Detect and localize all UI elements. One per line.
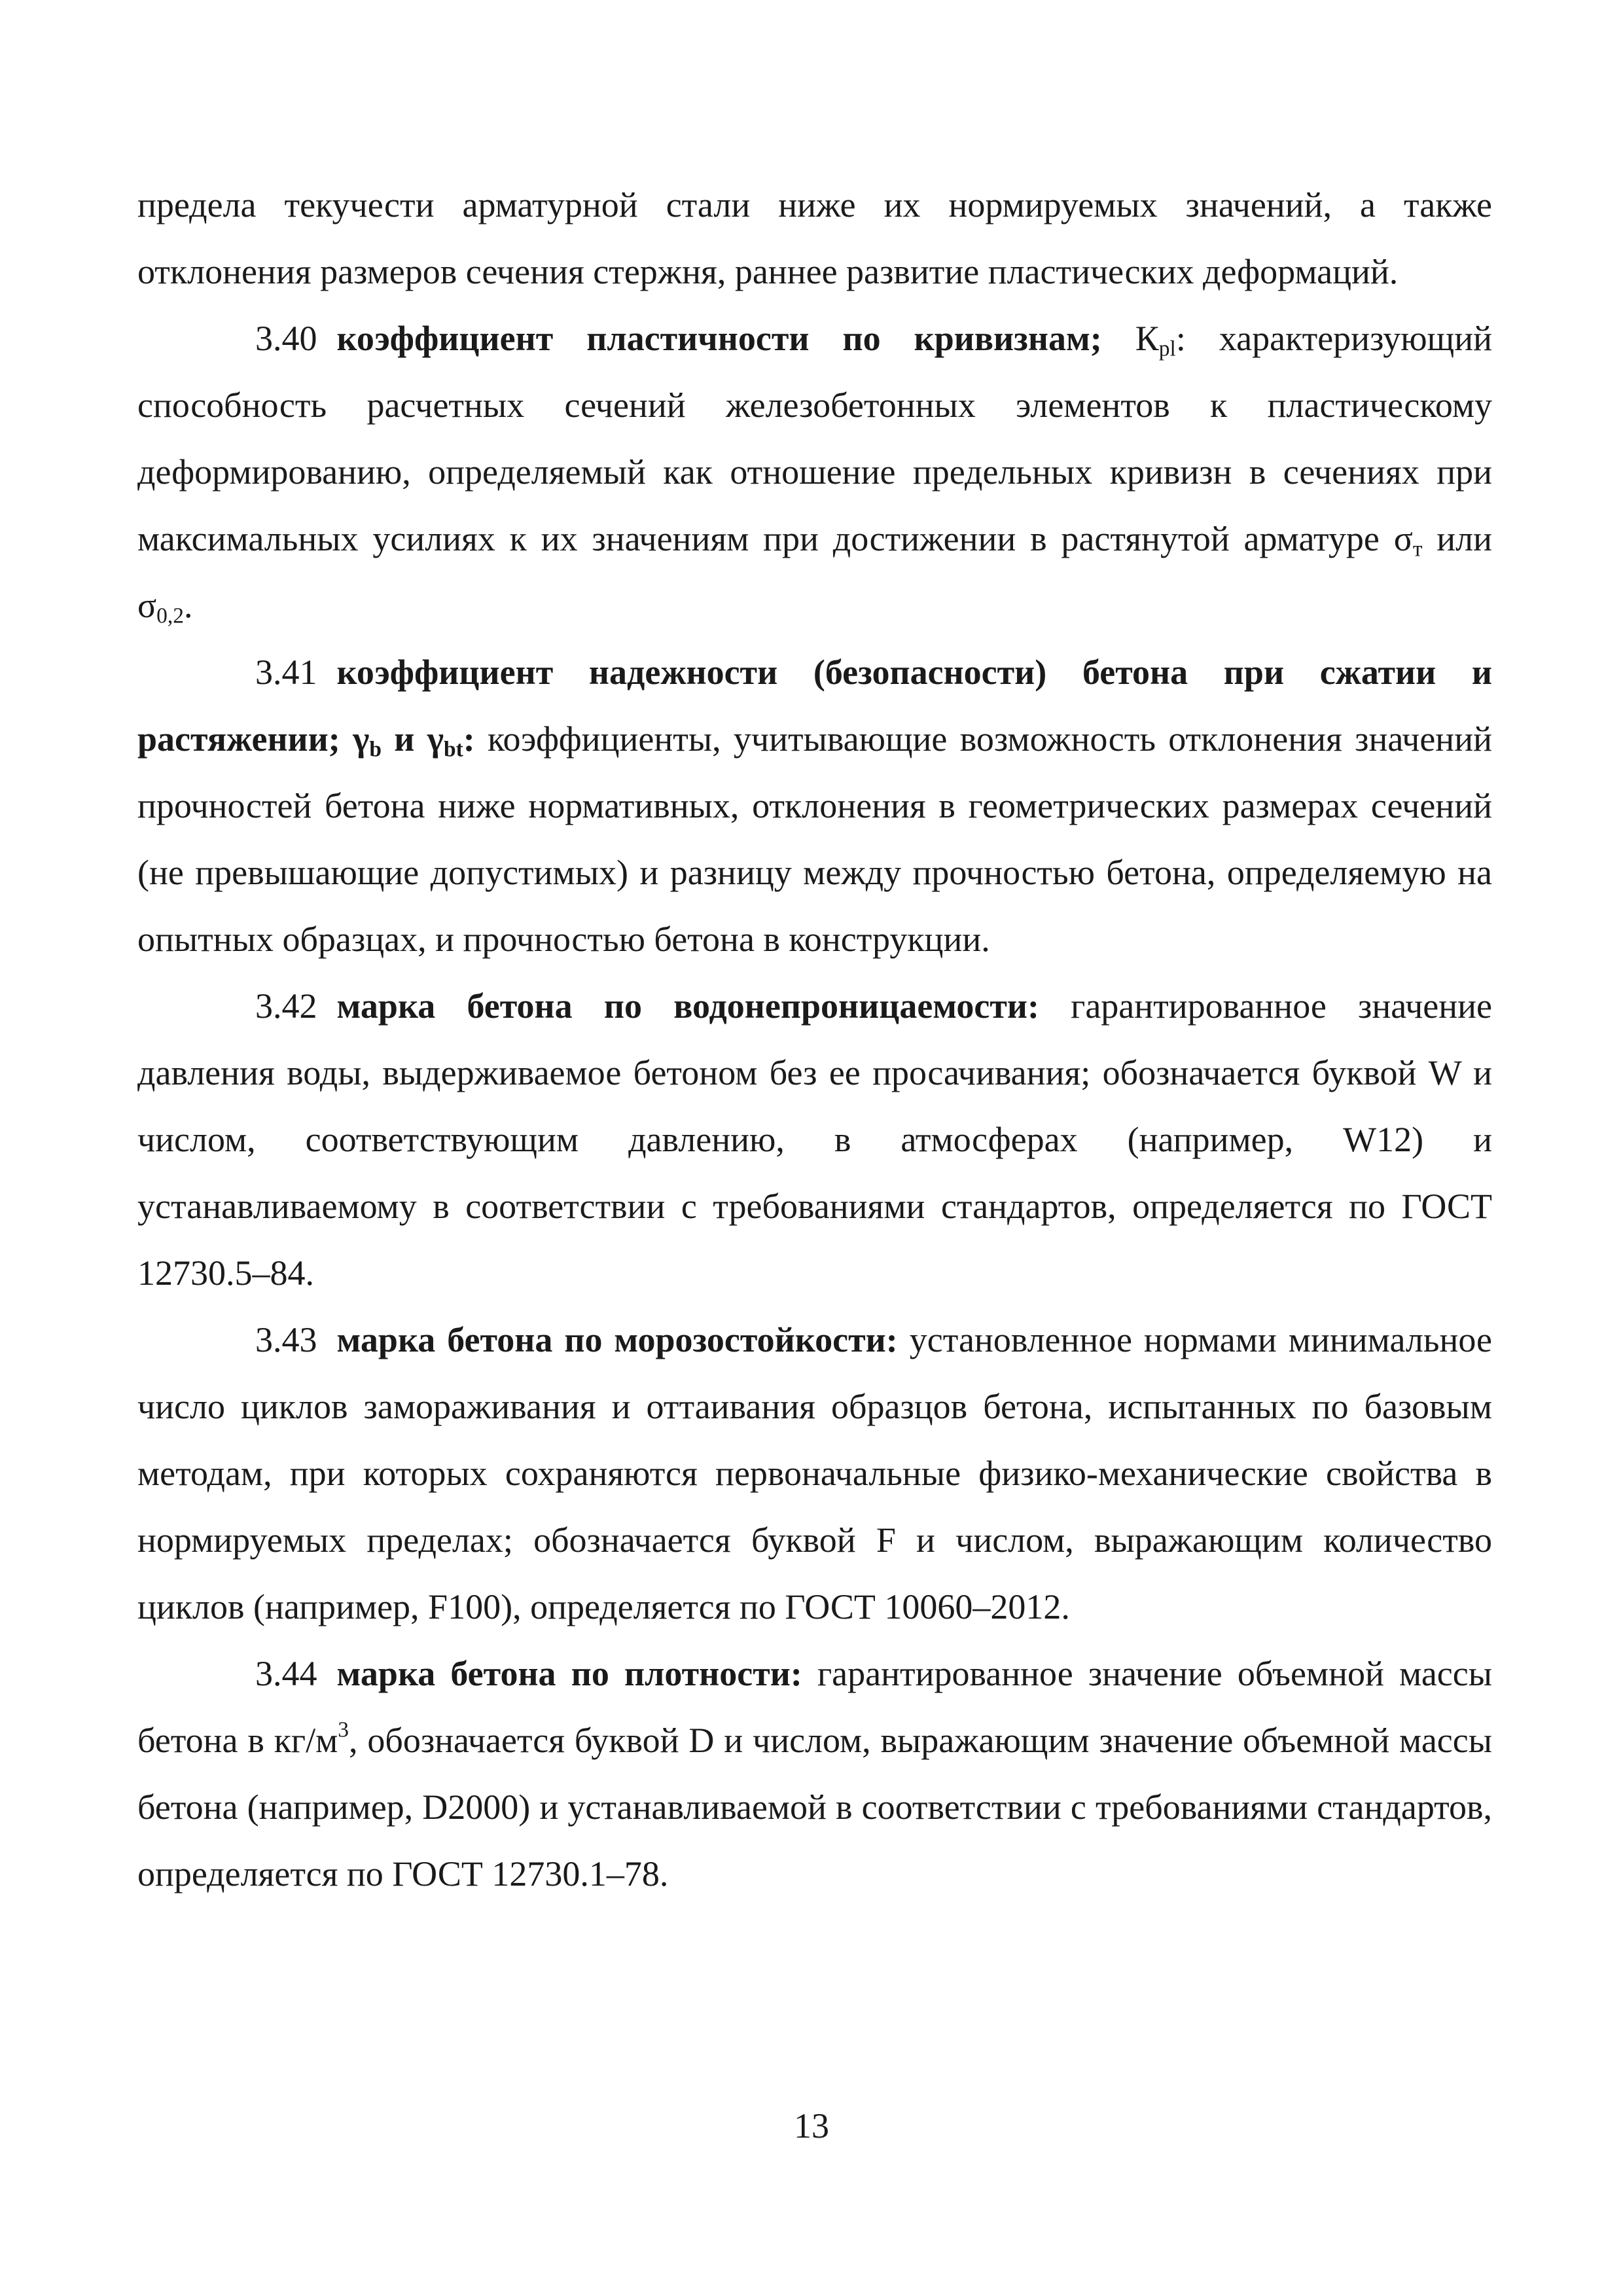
conjunction-and: и [381,719,427,759]
symbol-gamma-bt: γ [427,719,444,759]
clause-text: гарантированное значение объемной массы бетона в кг/м [137,1654,1493,1760]
clause-end: . [183,586,193,625]
conjunction-or: или [1422,519,1492,558]
clause-term: марка бетона по водонепроницаемости: [336,986,1039,1026]
symbol-gamma-b-subscript: b [369,737,382,762]
clause-number: 3.43 [255,1320,317,1359]
clause-3-42 [137,973,1492,1306]
symbol-sigma-t: σ [1393,519,1413,558]
clause-term: марка бетона по плотности: [336,1654,802,1693]
clause-number: 3.41 [255,653,317,692]
clause-term: марка бетона по морозостойкости: [336,1320,898,1359]
body-text [137,171,1492,1907]
clause-text: коэффициенты, учитывающие возможность отклонения значений прочностей бетона ниже нормативных, отклонения в геометрических размерах сечений (не превышающие допустимых) и разницу между прочностью бетона, определяемую на опытных образцах, и прочностью бетона в конструкции. [137,719,1492,959]
paragraph-text: предела текучести арматурной стали ниже их нормируемых значений, а также отклонения размеров сечения стержня, раннее развитие пластических деформаций. [137,185,1492,291]
symbol-sigma-02-subscript: 0,2 [156,603,184,628]
clause-term: коэффициент надежности (безопасности) бетона при сжатии и растяжении; [137,653,1492,759]
clause-text: гарантированное значение давления воды, выдерживаемое бетоном без ее просачивания; обозначается буквой W и числом, соответствующим давлению, в атмосферах (например, W12) и устанавливаемому в соответствии с требованиями стандартов, определяется по ГОСТ 12730.5–84. [137,986,1492,1293]
symbol-gamma-bt-subscript: bt [443,737,463,762]
clause-3-40 [137,305,1492,639]
symbol-sigma-t-subscript: т [1412,537,1423,562]
clause-3-43 [137,1306,1492,1640]
clause-3-41 [137,639,1492,973]
clause-text-continued: , обозначается буквой D и числом, выражающим значение объемной массы бетона (например, D2000) и устанавливаемой в соответствии с требованиями стандартов, определяется по ГОСТ 12730.1–78. [137,1721,1492,1893]
clause-text: установленное нормами минимальное число циклов замораживания и оттаивания образцов бетона, испытанных по базовым методам, при которых сохраняются первоначальные физико-механические свойства в нормируемых пределах; обозначается буквой F и числом, выражающим количество циклов (например, F100), определяется по ГОСТ 10060–2012. [137,1320,1492,1626]
unit-superscript: 3 [338,1717,349,1742]
symbol-gamma-b: γ [353,719,370,759]
symbol-k-subscript: pl [1158,336,1176,361]
clause-number: 3.40 [255,319,317,358]
clause-3-44 [137,1640,1492,1907]
clause-term: коэффициент пластичности по кривизнам; [336,319,1102,358]
clause-number: 3.42 [255,986,317,1026]
term-colon: : [463,719,475,759]
page-number: 13 [794,2106,829,2145]
clause-number: 3.44 [255,1654,317,1693]
paragraph-continuation [137,171,1492,305]
symbol-k: К [1135,319,1159,358]
symbol-sigma-02: σ [137,586,157,625]
clause-text: : характеризующий способность расчетных сечений железобетонных элементов к пластическому деформированию, определяемый как отношение предельных кривизн в сечениях при максимальных усилиях к их значениям при достижении в растянутой арматуре [137,319,1492,558]
